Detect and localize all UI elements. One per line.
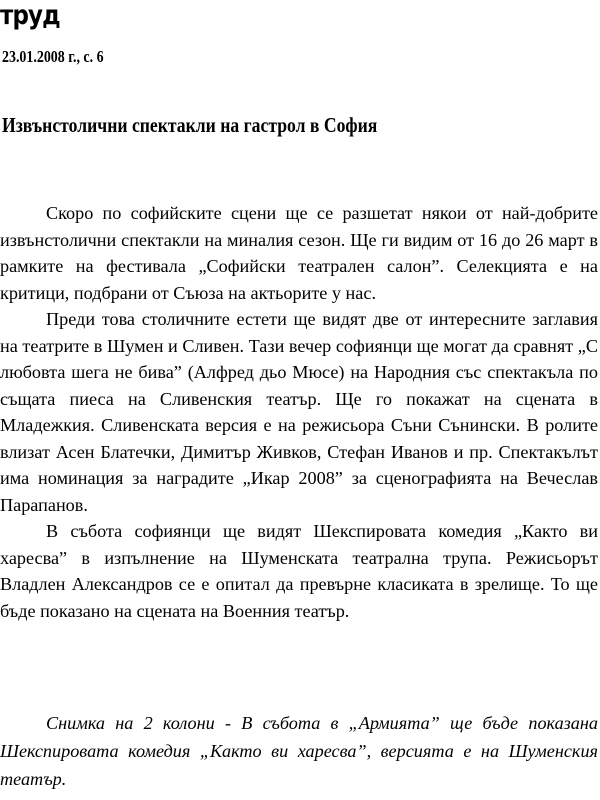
publication-date-page: 23.01.2008 г., с. 6	[2, 47, 104, 66]
article-paragraph-1: Скоро по софийските сцени ще се разшетат някои от най-добрите извънстолични спектакли на миналия сезон. Ще ги видим от 16 до 26 март в рамките на фестивала „Софийски театрален салон”. Селекцията е на критици, подбрани от Съюза на актьорите у нас.	[0, 203, 598, 303]
article-headline: Извънстолични спектакли на гастрол в София	[2, 113, 378, 137]
article-paragraph-2: Преди това столичните естети ще видят две от интересните заглавия на театрите в Шумен и Сливен. Тази вечер софиянци ще могат да сравнят „С любовта шега не бива” (Алфред дьо Мюсе) на Народния със спектакъла по същата пиеса на Сливенския театър. Ще го покажат на сцената в Младежкия. Сливенската версия е на режисьора Съни Сънински. В ролите влизат Асен Блатечки, Димитър Живков, Стефан Иванов и пр. Спектакълът има номинация за наградите „Икар 2008” за сценографията на Вечеслав Парапанов.	[0, 309, 598, 515]
article-paragraph-3: В събота софиянци ще видят Шекспировата комедия „Както ви харесва” в изпълнение на Шуменската театрална трупа. Режисьорът Владлен Александров се е опитал да превърне класиката в зрелище. То ще бъде показано на сцената на Военния театър.	[0, 521, 598, 621]
publication-logo: труд	[0, 0, 60, 31]
photo-caption	[0, 709, 598, 793]
article-body	[0, 200, 598, 624]
photo-caption-text: Снимка на 2 колони - В събота в „Армията” ще бъде показана Шекспировата комедия „Както ви харесва”, версията е на Шуменския театър.	[0, 713, 598, 789]
